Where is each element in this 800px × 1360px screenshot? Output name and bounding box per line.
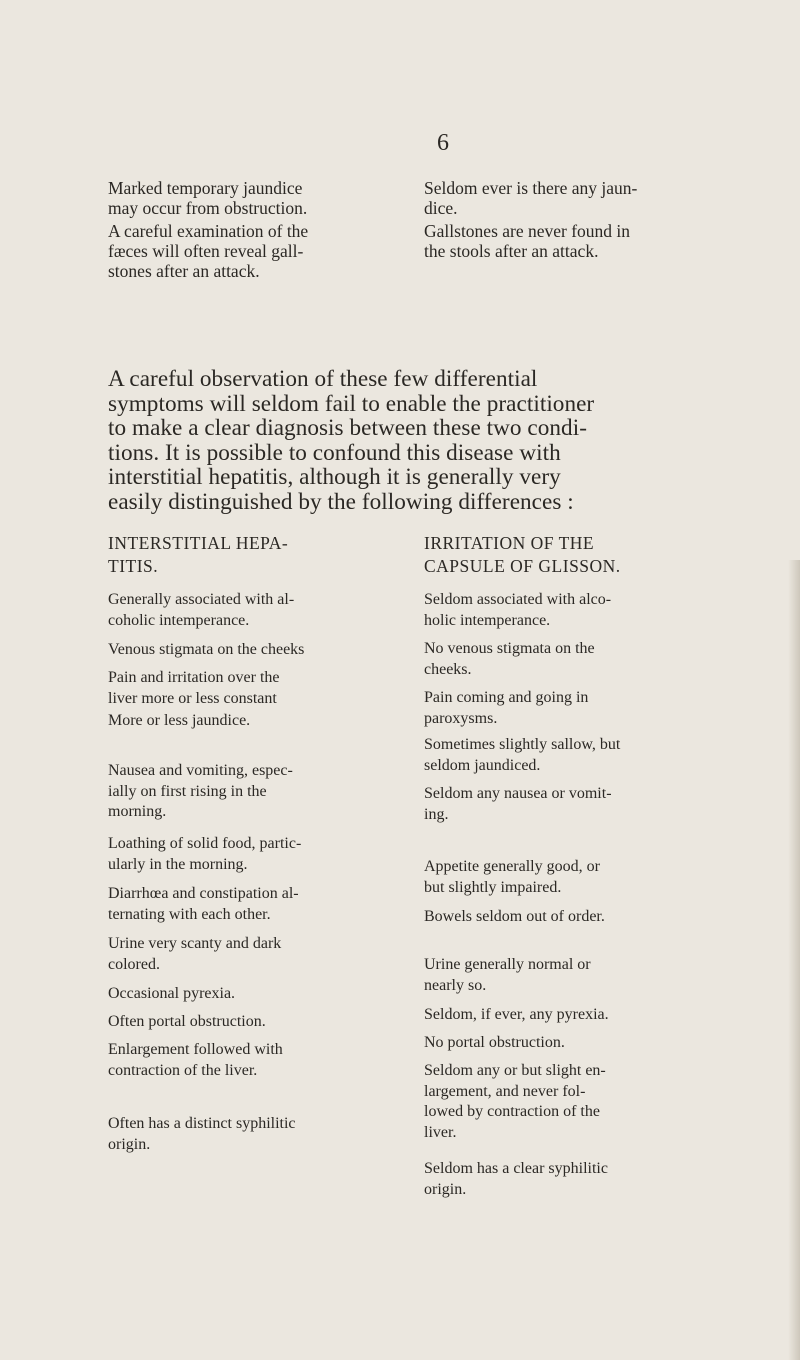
left-heading-line: TITIS.	[108, 556, 159, 576]
right-item-line: Sometimes slightly sallow, but	[424, 736, 621, 753]
left-item-line: Venous stigmata on the cheeks	[108, 641, 305, 658]
paragraph-line: A careful observation of these few differential	[108, 366, 538, 392]
page-number: 6	[437, 130, 449, 156]
right-item-line: nearly so.	[424, 976, 487, 994]
right-item-line: seldom jaundiced.	[424, 756, 541, 774]
right-item-line: Appetite generally good, or	[424, 858, 600, 875]
right-heading-line: IRRITATION OF THE	[424, 533, 595, 553]
intro-left-line: stones after an attack.	[108, 261, 260, 281]
intro-left-line: may occur from obstruction.	[108, 198, 308, 218]
intro-right-line: Seldom ever is there any jaun-	[424, 178, 638, 198]
intro-left-line: A careful examination of the	[108, 221, 309, 241]
left-item-line: Pain and irritation over the	[108, 669, 280, 686]
left-item-line: ternating with each other.	[108, 905, 271, 923]
left-heading-line: INTERSTITIAL HEPA-	[108, 533, 289, 553]
paragraph-line: to make a clear diagnosis between these two condi-	[108, 415, 587, 442]
right-item-line: Seldom associated with alco-	[424, 591, 612, 608]
right-item-line: Seldom, if ever, any pyrexia.	[424, 1006, 609, 1023]
right-item-line: Seldom any or but slight en-	[424, 1062, 606, 1079]
left-item-line: Loathing of solid food, partic-	[108, 835, 302, 852]
left-item-line: contraction of the liver.	[108, 1061, 258, 1079]
left-item-line: Nausea and vomiting, espec-	[108, 762, 293, 779]
right-item-line: ing.	[424, 805, 449, 823]
left-item-line: More or less jaundice.	[108, 712, 251, 729]
page-edge-shadow	[788, 560, 800, 1360]
right-item-line: largement, and never fol-	[424, 1082, 586, 1100]
right-item-line: holic intemperance.	[424, 611, 551, 629]
right-item-line: origin.	[424, 1180, 467, 1198]
intro-right-line: the stools after an attack.	[424, 241, 599, 261]
paragraph-line: interstitial hepatitis, although it is generally very	[108, 464, 561, 491]
right-item-line: cheeks.	[424, 660, 472, 678]
left-item-line: liver more or less constant	[108, 689, 277, 707]
intro-right-line: Gallstones are never found in	[424, 221, 631, 241]
right-item-line: Pain coming and going in	[424, 689, 589, 706]
right-item-line: liver.	[424, 1123, 457, 1141]
paragraph-line: tions. It is possible to confound this disease with	[108, 439, 561, 466]
left-item-line: colored.	[108, 955, 160, 973]
intro-left-line: fæces will often reveal gall-	[108, 241, 304, 261]
left-item-line: morning.	[108, 803, 167, 820]
left-item-line: Often portal obstruction.	[108, 1013, 266, 1030]
left-item-line: Diarrhœa and constipation al-	[108, 885, 299, 902]
left-item-line: Enlargement followed with	[108, 1041, 283, 1058]
intro-left-line: Marked temporary jaundice	[108, 178, 303, 198]
left-item-line: coholic intemperance.	[108, 611, 250, 629]
paragraph-line: symptoms will seldom fail to enable the practitioner	[108, 390, 595, 417]
left-item-line: ially on first rising in the	[108, 782, 267, 800]
right-item-line: but slightly impaired.	[424, 878, 562, 896]
right-item-line: No portal obstruction.	[424, 1034, 565, 1051]
right-heading-line: CAPSULE OF GLISSON.	[424, 556, 621, 576]
intro-right-line: dice.	[424, 198, 458, 218]
paragraph-line: easily distinguished by the following differences :	[108, 489, 574, 515]
right-item-line: No venous stigmata on the	[424, 640, 595, 657]
right-item-line: Seldom any nausea or vomit-	[424, 785, 612, 802]
left-item-line: Occasional pyrexia.	[108, 985, 236, 1002]
right-item-line: Seldom has a clear syphilitic	[424, 1160, 608, 1177]
left-item-line: ularly in the morning.	[108, 855, 248, 873]
right-item-line: Urine generally normal or	[424, 956, 591, 973]
left-item-line: Often has a distinct syphilitic	[108, 1115, 296, 1132]
left-item-line: Generally associated with al-	[108, 591, 295, 608]
right-item-line: Bowels seldom out of order.	[424, 908, 605, 925]
left-item-line: origin.	[108, 1135, 151, 1153]
right-item-line: lowed by contraction of the	[424, 1103, 600, 1120]
left-item-line: Urine very scanty and dark	[108, 935, 282, 952]
right-item-line: paroxysms.	[424, 709, 498, 727]
